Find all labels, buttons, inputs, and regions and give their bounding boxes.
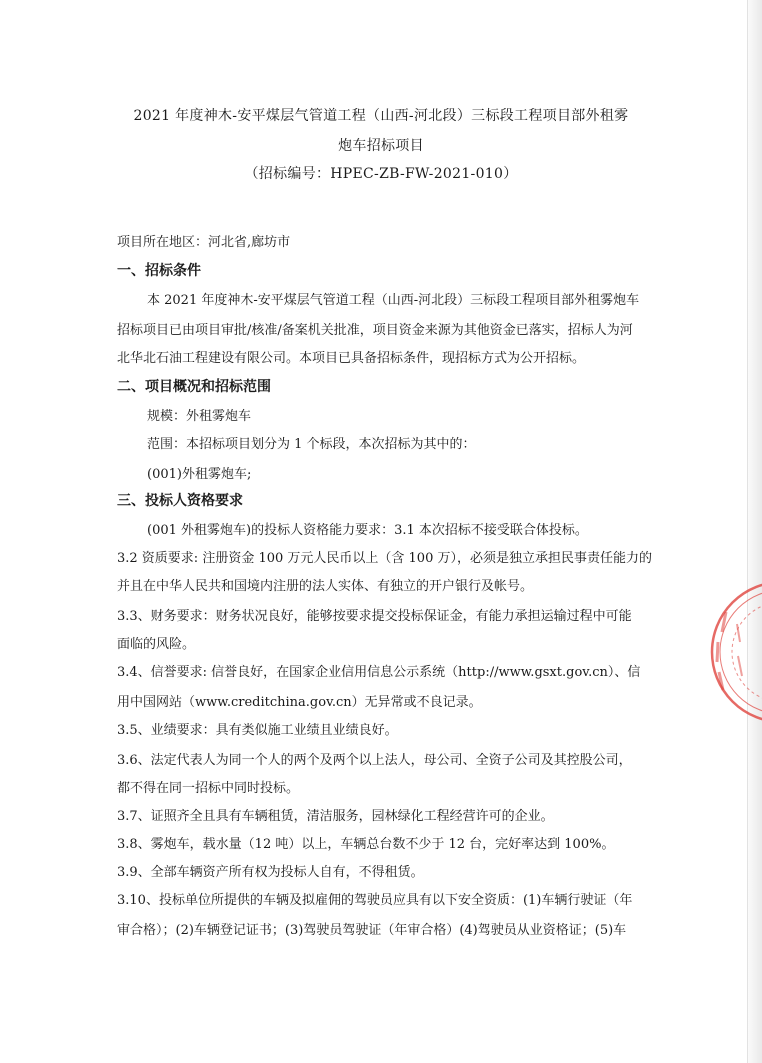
req-3-8: 3.8、雾炮车，载水量（12 吨）以上，车辆总台数不少于 12 台，完好率达到 100%。: [117, 837, 615, 852]
doc-title-line3: （招标编号：HPEC-ZB-FW-2021-010）: [244, 166, 518, 182]
req-3-10-line1: 3.10、投标单位所提供的车辆及拟雇佣的驾驶员应具有以下安全资质：(1)车辆行驶证（年: [117, 893, 633, 908]
req-3-2-line2: 并且在中华人民共和国境内注册的法人实体、有独立的开户银行及帐号。: [117, 579, 534, 594]
doc-title-line2: 炮车招标项目: [338, 138, 424, 154]
req-3-7: 3.7、证照齐全且具有车辆租赁，清洁服务，园林绿化工程经营许可的企业。: [117, 809, 554, 824]
section-3-intro: (001 外租雾炮车)的投标人资格能力要求：3.1 本次招标不接受联合体投标。: [147, 523, 588, 538]
section-1-para-line3: 北华北石油工程建设有限公司。本项目已具备招标条件，现招标方式为公开招标。: [117, 351, 586, 366]
doc-title-line1: 2021 年度神木-安平煤层气管道工程（山西-河北段）三标段工程项目部外租雾: [133, 108, 629, 124]
section-2-heading: 二、项目概况和招标范围: [117, 379, 271, 395]
official-seal-stamp: [692, 572, 762, 732]
section-1-para-line2: 招标项目已由项目审批/核准/备案机关批准，项目资金来源为其他资金已落实，招标人为河: [117, 323, 633, 338]
section-2-scope: 范围：本招标项目划分为 1 个标段，本次招标为其中的：: [147, 437, 476, 452]
section-2-scale: 规模：外租雾炮车: [147, 409, 252, 424]
page-edge: [747, 0, 762, 1063]
section-3-heading: 三、投标人资格要求: [117, 493, 243, 509]
project-location: 项目所在地区：河北省,廊坊市: [117, 235, 291, 250]
req-3-3-line2: 面临的风险。: [117, 637, 196, 652]
req-3-6-line1: 3.6、法定代表人为同一个人的两个及两个以上法人，母公司、全资子公司及其控股公司，: [117, 753, 632, 768]
section-1-para-line1: 本 2021 年度神木-安平煤层气管道工程（山西-河北段）三标段工程项目部外租雾炮车: [147, 293, 640, 308]
req-3-4-line1: 3.4、信誉要求: 信誉良好，在国家企业信用信息公示系统（http://www.gsxt.gov.cn）、信: [117, 665, 641, 680]
req-3-10-line2: 审合格）；(2)车辆登记证书；(3)驾驶员驾驶证（年审合格）(4)驾驶员从业资格证；(5)车: [117, 923, 627, 938]
req-3-2-line1: 3.2 资质要求: 注册资金 100 万元人民币以上（含 100 万），必须是独立承担民事责任能力的: [117, 551, 652, 566]
req-3-3-line1: 3.3、财务要求：财务状况良好，能够按要求提交投标保证金，有能力承担运输过程中可能: [117, 609, 632, 624]
req-3-6-line2: 都不得在同一招标中同时投标。: [117, 781, 300, 796]
req-3-4-line2: 用中国网站（www.creditchina.gov.cn）无异常或不良记录。: [117, 695, 482, 710]
req-3-5: 3.5、业绩要求：具有类似施工业绩且业绩良好。: [117, 723, 398, 738]
section-1-heading: 一、招标条件: [117, 263, 201, 279]
section-2-item: (001)外租雾炮车;: [147, 467, 252, 482]
req-3-9: 3.9、全部车辆资产所有权为投标人自有，不得租赁。: [117, 865, 424, 880]
